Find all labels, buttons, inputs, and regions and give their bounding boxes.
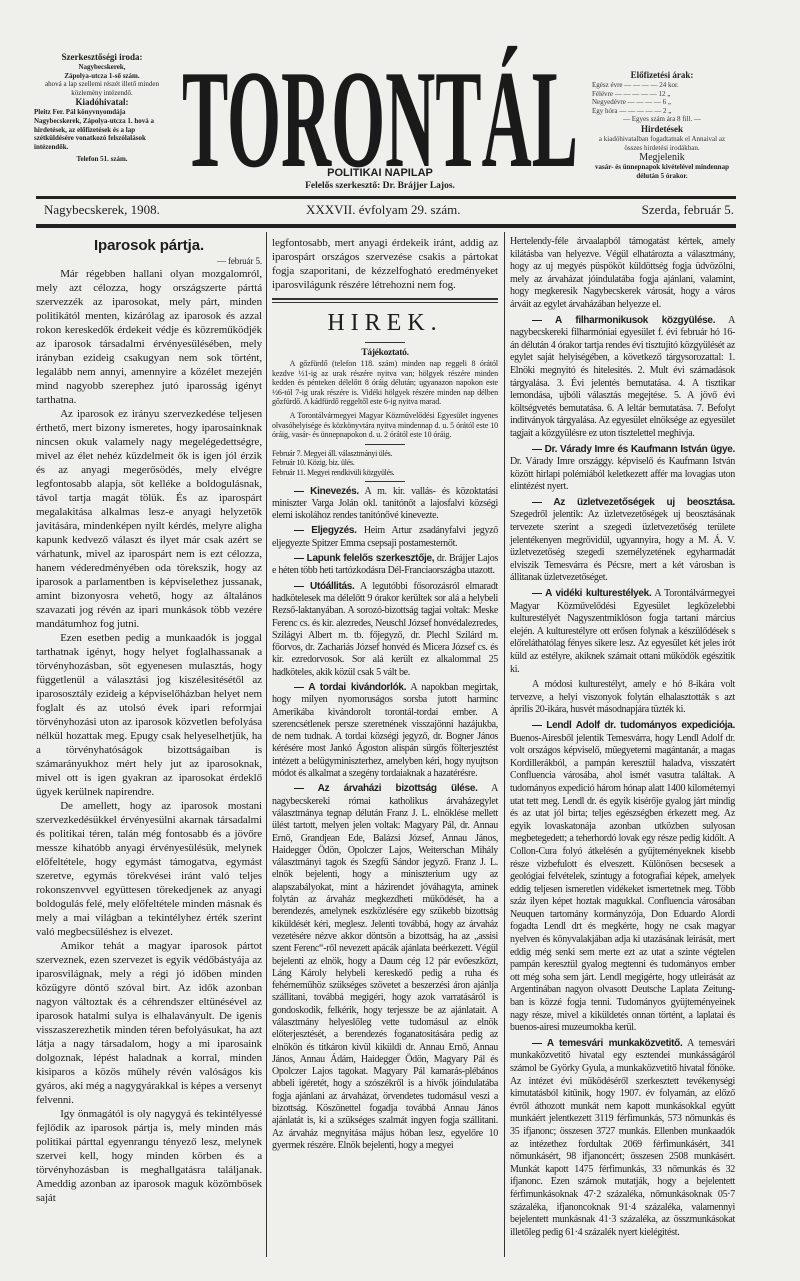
news-item-heading: — Az üzletvezetőségek uj beosztása. <box>532 496 735 508</box>
calendar-entry: Február 10. Közig. biz. ülés. <box>272 458 355 468</box>
newspaper-title-logo-svg <box>180 38 580 170</box>
calendar-entry: Február 11. Megyei rendkivüli közgyülés. <box>272 467 395 477</box>
info-paragraph: A Torontálvármegyei Magyar Közművelődési Egyesület ingyenes olvasóhelyisége és közkönyvtára nyitva mindennap d. u. 5 órától este 10 óráig, vasár- és ünnepnapokon d. u. 2 órától este 10 óráig. <box>272 410 498 440</box>
price-row: Félévre — — — — — 12 „ <box>592 89 671 98</box>
news-item <box>510 315 735 441</box>
news-item-body: A nagybecskereki filharmóniai egyesület f. évi február hó 16-án délután 4 órakor tartja rendes évi tisztujitó közgyülését az egylet saját helyiségében, a következő tárgysorozattal: 1. Elnöki megnyitó és hitelesités. 2. Mult évi számadások tárgyalása. 3. Évi jelentés bemutatása. 4. A tisztikar lemondása, ujbóli választás megejtése. 5. A jövő évi költségvetés bemutatása. 6. A leltár bemutatása. 7. Befolyt inditványok tárgyalása. Az egyesület elnöksége az egyesület tagjait a közgyülésre ez uton tisztelettel meghivja. <box>510 314 735 439</box>
news-item-heading: — Eljegyzés. <box>294 525 357 537</box>
editor-line: Felelős szerkesztő: Dr. Brájjer Lajos. <box>305 181 455 191</box>
office-note: ahová a lap szellemi részét illető minden közlemény intézendő. <box>45 80 159 97</box>
publisher-title: Kiadóhivatal: <box>75 97 129 108</box>
news-item-heading: — Kinevezés. <box>294 485 359 497</box>
ads-note: a kiadóhivatalban fogadtatnak el Annaival az összes hirdetési irodákban. <box>598 134 726 152</box>
article-paragraph: Az iparosok ez irányu szervezkedése teljesen érthető, mert bizony ismeretes, hogy iparosainknak nincsen okuk valamely nagy megelégedettségre, mivel az élet nehéz küzdelmeit ők is igen jól érzik és az anyagi megerősödés, mely elvégre legfontosabb alapja, söt kelléke a boldogulásnak, távol tartja magát tölük. És az iparospárt megalakitása alkalmas lesz-e anyagi helyzetök javitására, mindenképen nyilt kérdés, melyre aligha kapunk kedvező választ és ilyet már csak azért se várhatunk, mivel az iparospárt nem is ezt célozza, hanem véderedményében oda törekszik, hogy az iparosok a parlamentben is képviselethez jussanak, amint bizonyosra vehető, hogy az általános szavazati jog révén az ipari munkások több vezére mandátumhoz fog jutni. <box>36 408 262 630</box>
news-item-heading: — Lendl Adolf dr. tudományos expediciója. <box>532 719 735 731</box>
section-divider <box>272 298 498 303</box>
place-year: Nagybecskerek, 1908. <box>44 202 160 217</box>
prices-title: Előfizetési árak: <box>630 70 694 80</box>
weekday-date: Szerda, február 5. <box>641 202 734 217</box>
news-item-body: A m. kir. vallás- és közoktatási miniszter Varga Jolán okl. tanitónőt a lajosfalvi községi elemi iskolához rendes tanitónővé kinevezte. <box>272 485 499 522</box>
editorial-office-info <box>34 52 170 164</box>
news-item-heading: — A filharmonikusok közgyülése. <box>532 314 716 326</box>
news-item-body: A nagybecskereki római katholikus árvaházegylet választmánya tegnap délután Franz J. L. elnöklése mellett ülést tartott, melyen jelen voltak: Magyary Pál, dr. Annau Ernő, Grandjean Ede, Balázsi József, Annau János, Haidegger Ödön, Opolczer Lajos, Weiterschan Mihály választmányi tagok és Szegfű Sándor jegyző. Franz J. L. elnök bejelenti, hogy a miniszterium ugy az alapszabályokat, mint a házirendet jóváhagyta, aminek folytán az árvaház megkezdheti működését, ha a berendezés, amelynek eszközlésére egy szükebb bizottság kiküldését kéri, meglesz. Jelenti továbbá, hogy az árvaház vezetésére nézve akkor döntsön a bizottság, ha az „assisi szent Ferenc“-ről nevezett apácák ajánlata beérkezett. Végül bejelenti az elnök, hogy a Daum cég 12 pár evőeszközt, Láng Károly helybeli kereskedő pedig a ruha és fehérneműhöz szükséges szövetet a beszerzési áron ajánlja szállitani, továbbá megigéri, hogy azok varratásáról is gondoskodik, felkérik, hogy terjessze be az ajánlatait. A választmány helyeslőleg vette tudomásul az elnök előterjesztését, a berendezés foganatositására pedig az elnökön és titkáron kivül kiküldi dr. Annau Ernő, Annau János, Annau Ádám, Haidegger Ödön, Magyary Pál és Opolczer Lajos tagokat. Magyary Pál kamarás-plébános abbeli igéretét, hogy a szószékről is a hivők jóindulatába fogja ajánlani az árvaházat, örvendetes tudomásul veszi a bizottság. Köszönettel fogadja továbbá Annau János ajánlatát is, ki a szükséges szalmát ingyen fogja szállitani. Az árvaház megnyitása május hóban lesz, egyelőre 10 gyermek részére. Elnök bejelenti, hogy a megyei <box>272 783 498 1151</box>
news-item-heading: — Lapunk felelős szerkesztője, <box>294 553 435 565</box>
masthead-subtitle <box>200 166 560 192</box>
short-rule <box>365 342 405 343</box>
news-item-body: A módosi kulturestélyt, amely e hó 8-ikára volt tervezve, a helyi viszonyok folytán elhalasztották s azt április 20-ikára, husvét másodnapjára tüzték ki. <box>510 679 735 716</box>
news-section-title: HIREK. <box>327 310 443 336</box>
news-item <box>510 679 735 717</box>
news-item <box>510 588 735 676</box>
news-item-body: A legutóbbi fősorozásról elmaradt hadkötelesek ma délelőtt 9 órakor kerültek sor alá a helybeli Rezső-laktanyában. A sorozó-bizottság tagjai voltak: Meske Ferenc cs. és kir. alezredes, Neuschl József honvédalezredes, Szilágyi Albert m. tb. főjegyző, dr. Plechl Szilárd m. főorvos, dr. Zachariás József honvéd és Micera József cs. és kir. ezredorvosok. Sor alá került ez alkalommal 25 hadköteles, akik közül csak 5 vált be. <box>272 580 498 678</box>
ads-title: Hirdetések <box>641 123 683 134</box>
news-item-body: Szegedről jelentik: Az üzletvezetőségek uj beosztásának tervezete szerint a szegedi üzletvezetőség területe jelentékenyen megrövidül, ugyannyira, hogy a M. Á. V. üzletvezetőség szegedi személyzetének egyharmadát elviszik Temesvárra és Pécsre, mert a két városban is állitanak üzletvezetőséget. <box>510 509 735 584</box>
news-item <box>272 486 498 523</box>
column-2 <box>272 236 498 1152</box>
news-item-body: A temesvári munkaközvetitő hivatal egy esztendei munkásságáról számol be Györky Gyula, a munkaközvetitő hivatal főnöke. Az intézet évi működéséről szerkesztett tevékenységi kimutatásból kitűnik, hogy 1907. év folyamán, az előző évről áthozott munkát nem kapott munkásokkal együtt munkáért jelentkezett 3119 férfimunkás, 573 nőmunkás és 35 ifjanonc; összesen 3727 munkás. Ellenben munkaadók az intézethez fordultak 2069 férfimunkásért, 341 nőmunkásért, 98 ifjanoncért; összesen 2508 munkásért. Munkát kapott 1475 férfimunkás, 33 nőmunkás és 32 ifjanonc. Ezen számok mutatják, hogy a bejelentett férfimunkásoknak 47·2 százaléka, nőmunkásoknak 05·7 százaléka, ifjanoncoknak 91·4 százaléka, valamennyi bejelentett munkásnak 41·3 százaléka, az összmunkásokat illetőleg pedig 61·4 százalék nyert kielégitést. <box>510 1037 735 1238</box>
price-row: Egy hóra — — — — — 2 „ <box>592 106 672 115</box>
article-paragraph: Ezen esetben pedig a munkaadók is joggal tarthatnak igényt, hogy helyet foglalhassanak a törvényhozásban, söt egyenesen mulasztás, hogy függetlenül a választási jog kiszélesitésétől az iparososztály ezideig a képviselőházban helyet nem foglalt és az utolsó évek ipari reformjai törvényhozási uton az iparosok közvetlen befolyása nélkül hozattak meg. Epugy csak helyeselhetjük, ha a törvényhatóságok bizottságaiban is számarányukhoz mért hely jut az iparosoknak, mivel ott is igen gyakran az iparosokat érdeklő ügyek kerülnek napirendre. <box>36 632 262 798</box>
column-3 <box>510 236 735 1239</box>
article-dateline: — február 5. <box>216 256 262 266</box>
article-paragraph-continued: legfontosabb, mert anyagi érdekeik iránt, addig az iparospárt országos szervezése csakis a pártokat fogja szaporitani, de kézzelfogható eredményeket iparosvilágunk részére létrehozni nem fog. <box>272 237 498 291</box>
subscription-info <box>592 70 732 180</box>
divider <box>36 196 736 199</box>
news-item <box>272 682 498 780</box>
news-item <box>272 581 498 679</box>
masthead <box>180 38 580 170</box>
divider <box>36 224 736 228</box>
news-item-heading: — Utóállitás. <box>294 580 355 592</box>
column-divider <box>504 232 505 1257</box>
article-paragraph: Igy önmagától is oly nagygyá és tekintélyessé fejlődik az iparosok pártja is, mely minden más politikai párttal egyenrangu tényező lesz, melynek szervei kell, hogy minden körben és a törvényhozásban is meghallgatásra találjanak. Ameddig azonban az iparosok maguk közömbösek saját <box>36 1108 262 1204</box>
news-item-heading: — Az árvaházi bizottság ülése. <box>294 783 478 795</box>
news-item-body: dr. Brájjer Lajos e héten több heti tartózkodásra Dél-Franciaországba utazott. <box>272 553 498 577</box>
news-item <box>272 525 498 550</box>
info-block <box>272 359 498 440</box>
news-item-heading: — Dr. Várady Imre és Kaufmann István ügye. <box>532 443 735 455</box>
dateline <box>36 200 736 220</box>
news-item-body: Heim Artur zsadányfalvi jegyző eljegyezte Spitzer Emma csepsaji postamesternőt. <box>272 525 498 549</box>
calendar-entry: Február 7. Megyei áll. választmányi ülés. <box>272 448 393 458</box>
column-divider <box>266 232 267 1257</box>
appears-title: Megjelenik <box>639 152 685 164</box>
news-item-body: A Torontálvármegyei Magyar Közművelődési Egyesület legközelebbi kulturestélyét Nagyszentmiklóson fogja tartani március elején. A kulturestélyre ott erősen folynak a készülődések s előreláthatólag fényes sikere lesz. Az egyesület két jeles irót küld az estélyre, akiknek számait ottani működők egészitik ki. <box>510 588 735 675</box>
news-item <box>510 720 735 1035</box>
news-item <box>272 553 498 578</box>
news-item <box>510 444 735 494</box>
appears-note: vasár- és ünnepnapok kivételével mindennap délután 5 órakor. <box>595 163 729 180</box>
news-item-continued: Hertelendy-féle árvaalapból támogatást kértek, amely kilátásba van helyezve. Végül elhatározta a választmány, hogy az uj megyés püspököt küldöttség fogja üdvözölni, mely az árvaházat jóindulatába fogja ajánlani, valamint, hogy megkeresik Nagybecskerek városát, hogy a város árváit az egylet árvaházában helyezze el. <box>510 236 735 310</box>
calendar-list <box>272 449 498 478</box>
price-row: Egész évre — — — — 24 kor. <box>592 81 679 89</box>
price-row: Negyedévre — — — — 6 „ <box>592 98 671 107</box>
news-item <box>510 1038 735 1240</box>
article-title: Iparosok pártja. <box>93 237 205 254</box>
office-city: Nagybecskerek, <box>78 63 126 71</box>
volume-number: XXXVII. évfolyam 29. szám. <box>306 202 461 217</box>
short-rule <box>365 481 405 482</box>
article-paragraph: De amellett, hogy az iparosok mostani szervezkedésükkel érvényesülni akarnak társadalmi és politikai téren, talán még fontosabb és a jövőre messze kihatóbb anyagi érvényesülésük, melynek előfeltétele, hogy egymást támogatva, egymást szeretve, egymás törekvései iránt való teljes rokonszenvvel együttesen törekedjenek az anyagi boldogulás felé, mely előfeltétele minden másnak és mely a mai világban a tekintélyhez érték szerint való megbecsüléshez is elvezet. <box>36 800 262 938</box>
article-paragraph: Már régebben hallani olyan mozgalomról, mely azt célozza, hogy országszerte párttá szervezzék az iparosokat, mely párt, minden politikától menten, kizárólag az iparosok és azzal rokon kereskedők érdekeit védje és közreműködjék az iparosok társadalmi érvényesülésében, mely irányban ezideig csakugyan nem sok történt, legalább nem annyi, amennyire a közélet mezején mind nagyobb szerephez jutó iparosság igényt tarthatna. <box>36 268 262 406</box>
office-street: Zápolya-utcza 1-ső szám. <box>64 71 140 80</box>
publisher-note: Pleitz Fer. Pál könyvnyomdája Nagybecskerek, Zápolya-utcza 1. hová a hirdetések, az előfizetések és a lap szétküldésére vonatkozó felszólalások intézendők. <box>34 108 155 151</box>
news-item <box>510 497 735 585</box>
office-title: Szerkesztőségi iroda: <box>61 52 143 62</box>
news-item-heading: — A tordai kivándorlók. <box>294 681 407 693</box>
newspaper-title-logo: TORONTÁL <box>182 42 578 170</box>
info-paragraph: A gőzfürdő (telefon 118. szám) minden nap reggeli 8 órától kezdve ½1-ig az urak részére nyitva van; hölgyek részére minden kedden és pénteken délelőtt 8 óráig délután; ugyanazon napokon este ½6-tól 7-ig urak részére is. Vidéki hölgyek részére minden nap délben gőzfürdő. A kádfürdő reggeltől este 6-ig nyitva marad. <box>272 359 498 407</box>
short-rule <box>365 444 405 445</box>
phone-number: Telefon 51. szám. <box>76 155 128 164</box>
single-issue-price: — Egyes szám ára 8 fill. — <box>623 115 701 124</box>
article-paragraph: Amikor tehát a magyar iparosok pártot szerveznek, ezen szervezet is egyik védőbástyája az iparosvilágnak, mely a régi jó időben minden közügyre döntő szóval birt. Az idők azonban nagyon változtak és a céhrendszer eltünésével az iparosok hatalmi sulya is elhalaványult. De igenis visszaszerezhetik minden téren befolyásukat, ha azt látja a nagy társadalom, hogy a mi iparosaink dolgoznak, lépést haladnak a korral, minden kisiparos a közös műhely révén valóságos kis gyáros, aki még a nagygyárakkal is képes a versenyt felvenni. <box>36 940 262 1106</box>
subtitle: POLITIKAI NAPILAP <box>327 167 433 179</box>
news-item-body: Buenos-Airesből jelentik Temesvárra, hogy Lendl Adolf dr. volt országos képviselő, műegyetemi magántanár, a magas Kordillerákból, a pampán keresztül haladva, visszatért Confluencia városába, ahol ismét vasutra találtak. A tudományos expedició három hónap alatt 1400 kilométernyi utat tett meg. Lendl dr. és egyik kisérője gyalog járt mindig és az utat jól birta; teljes egészségben érkezett meg. Az egyik lovaskatonája azonban utközben sulyosan megbetegedett; a teherhordó lovak egy része pedig kidőlt. A Collon-Cura folyó átkelésén a gyüjteményeknek kisebb része vizbefulott és elveszett. Különösen becsesek a geológiai felvételek, szintugy a fotografiai képek, amelyek eddig teljesen ismeretlen vidékeket ismertetnek meg. Több száz ilyen képet hoztak magukkal. Confluencia városában Neuquen tartomány kormányzója, Don Eduardo Alordi fogadta Lendl drt és megkérte, hogy ne csak magyar nyelven és könyvalakjában adja ki utazásának leirását, mert eddig még senki sem merte ezt az utat a szinte végtelen pampán keresztül gyalog megtenni és tudományos ember ott még soha sem járt. Lendl megigérte, hogy utleirását az Argentinában nagyon olvasott Deutsche Laplata Zeitung-ban is közzé fogja tenni. Tudományos gyüjteményeinek nagy része, mivel a kiküldetés onnan történt, a laplatai és buenos-airesi muzeumokba kerül. <box>510 732 735 1034</box>
info-title: Tájékoztató. <box>361 348 409 358</box>
news-item-body: Dr. Várady Imre országgy. képviselő és Kaufmann István között hirlapi polémiából keletkezett affér ma lovagias uton elintézést nyert. <box>510 456 735 493</box>
news-item-heading: — A temesvári munkaközvetitő. <box>532 1037 683 1049</box>
news-item-heading: — A vidéki kulturestélyek. <box>532 588 652 600</box>
news-item-body: A napokban megirtak, hogy milyen nyomoruságos sorsba jutott harminc Amerikába kivándorolt torontál-tordai ember. A szerencsétlenek persze szeretnének visszajönni hazájukba, de nem tudnak. A tordai községi jegyző, dr. Bogner János kérésére most Jankó Ágoston alispán sürgős fölterjesztést intézett a belügyminiszterhez, amelyben kéri, hogy nyujtson módot és alkalmat a szegény tordaiaknak a hazatérésre. <box>272 681 498 780</box>
column-1 <box>36 236 262 1205</box>
news-item <box>272 783 498 1152</box>
